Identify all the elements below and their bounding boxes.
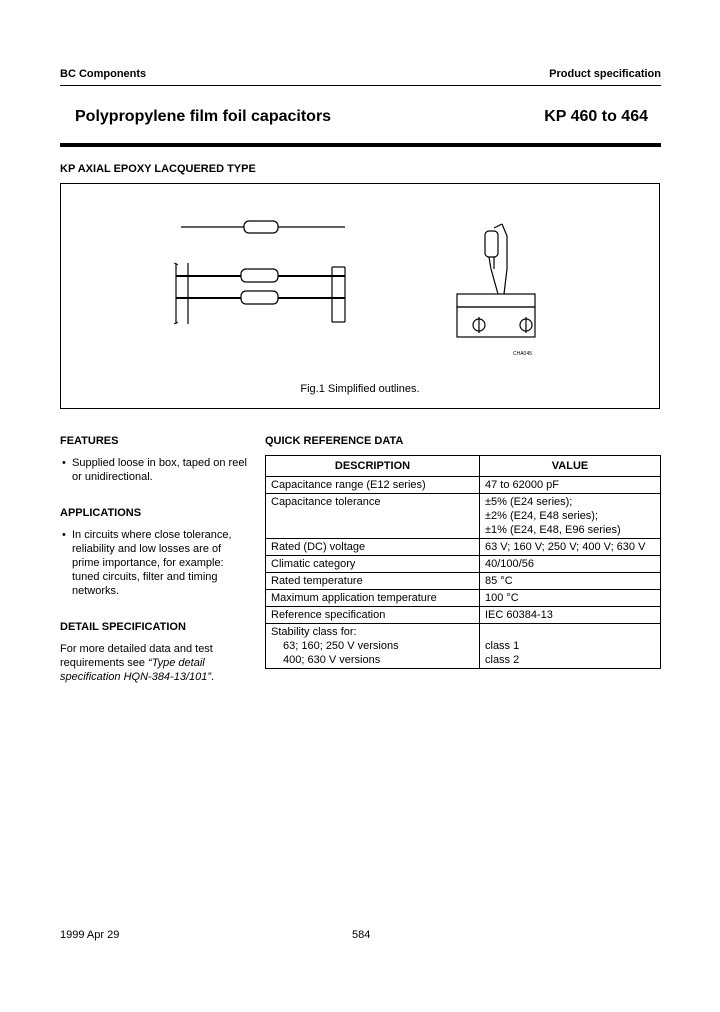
detail-spec-text: For more detailed data and test requirements see “Type detail specification HQN-384-13/101”. — [60, 643, 215, 683]
header-rule — [60, 85, 661, 86]
cell-description: Stability class for: 63; 160; 250 V versions 400; 630 V versions — [266, 624, 480, 669]
quick-reference-table — [265, 455, 661, 669]
cell-value: ±5% (E24 series); ±2% (E24, E48 series); ±1% (E24, E48, E96 series) — [480, 494, 661, 539]
table-row — [266, 477, 661, 494]
table-row — [266, 539, 661, 556]
detail-spec-heading: DETAIL SPECIFICATION — [60, 621, 186, 633]
company-name: BC Components — [60, 68, 147, 80]
spec-reference: “Type detail specification HQN-384-13/101” — [60, 657, 212, 683]
cell-value: 40/100/56 — [480, 556, 661, 573]
simplified-outlines-drawing — [61, 184, 659, 408]
list-item: • Supplied loose in box, taped on reel or unidirectional. — [60, 456, 250, 484]
document-type: Product specification — [549, 68, 661, 80]
type-heading: KP AXIAL EPOXY LACQUERED TYPE — [60, 163, 256, 175]
cell-description: Maximum application temperature — [266, 590, 480, 607]
table-header-row — [266, 456, 661, 477]
cell-description: Reference specification — [266, 607, 480, 624]
cell-description: Rated temperature — [266, 573, 480, 590]
figure-box — [60, 183, 660, 409]
cell-description: Capacitance tolerance — [266, 494, 480, 539]
footer-date: 1999 Apr 29 — [60, 929, 120, 941]
title-rule — [60, 143, 661, 147]
applications-heading: APPLICATIONS — [60, 507, 142, 519]
table-row — [266, 624, 661, 669]
list-item: • In circuits where close tolerance, reliability and low losses are of prime importance, for example: tuned circuits, filter and timing networks. — [60, 528, 250, 598]
col-value: VALUE — [480, 456, 661, 477]
cell-value: 100 °C — [480, 590, 661, 607]
features-heading: FEATURES — [60, 435, 119, 447]
cell-value: class 1 class 2 — [480, 624, 661, 669]
page-number: 584 — [352, 929, 371, 941]
col-description: DESCRIPTION — [266, 456, 480, 477]
cell-value: 47 to 62000 pF — [480, 477, 661, 494]
product-title: Polypropylene film foil capacitors — [75, 108, 332, 125]
table-row — [266, 494, 661, 539]
table-row — [266, 556, 661, 573]
cell-description: Rated (DC) voltage — [266, 539, 480, 556]
figure-code: CHA045 — [513, 351, 532, 357]
table-row — [266, 573, 661, 590]
applications-list — [60, 528, 250, 598]
cell-value: 63 V; 160 V; 250 V; 400 V; 630 V — [480, 539, 661, 556]
cell-description: Climatic category — [266, 556, 480, 573]
qrd-heading: QUICK REFERENCE DATA — [265, 435, 404, 447]
figure-caption: Fig.1 Simplified outlines. — [300, 383, 420, 395]
cell-value: IEC 60384-13 — [480, 607, 661, 624]
features-list — [60, 456, 250, 484]
cell-description: Capacitance range (E12 series) — [266, 477, 480, 494]
table-row — [266, 607, 661, 624]
table-row — [266, 590, 661, 607]
part-range: KP 460 to 464 — [544, 108, 648, 125]
cell-value: 85 °C — [480, 573, 661, 590]
